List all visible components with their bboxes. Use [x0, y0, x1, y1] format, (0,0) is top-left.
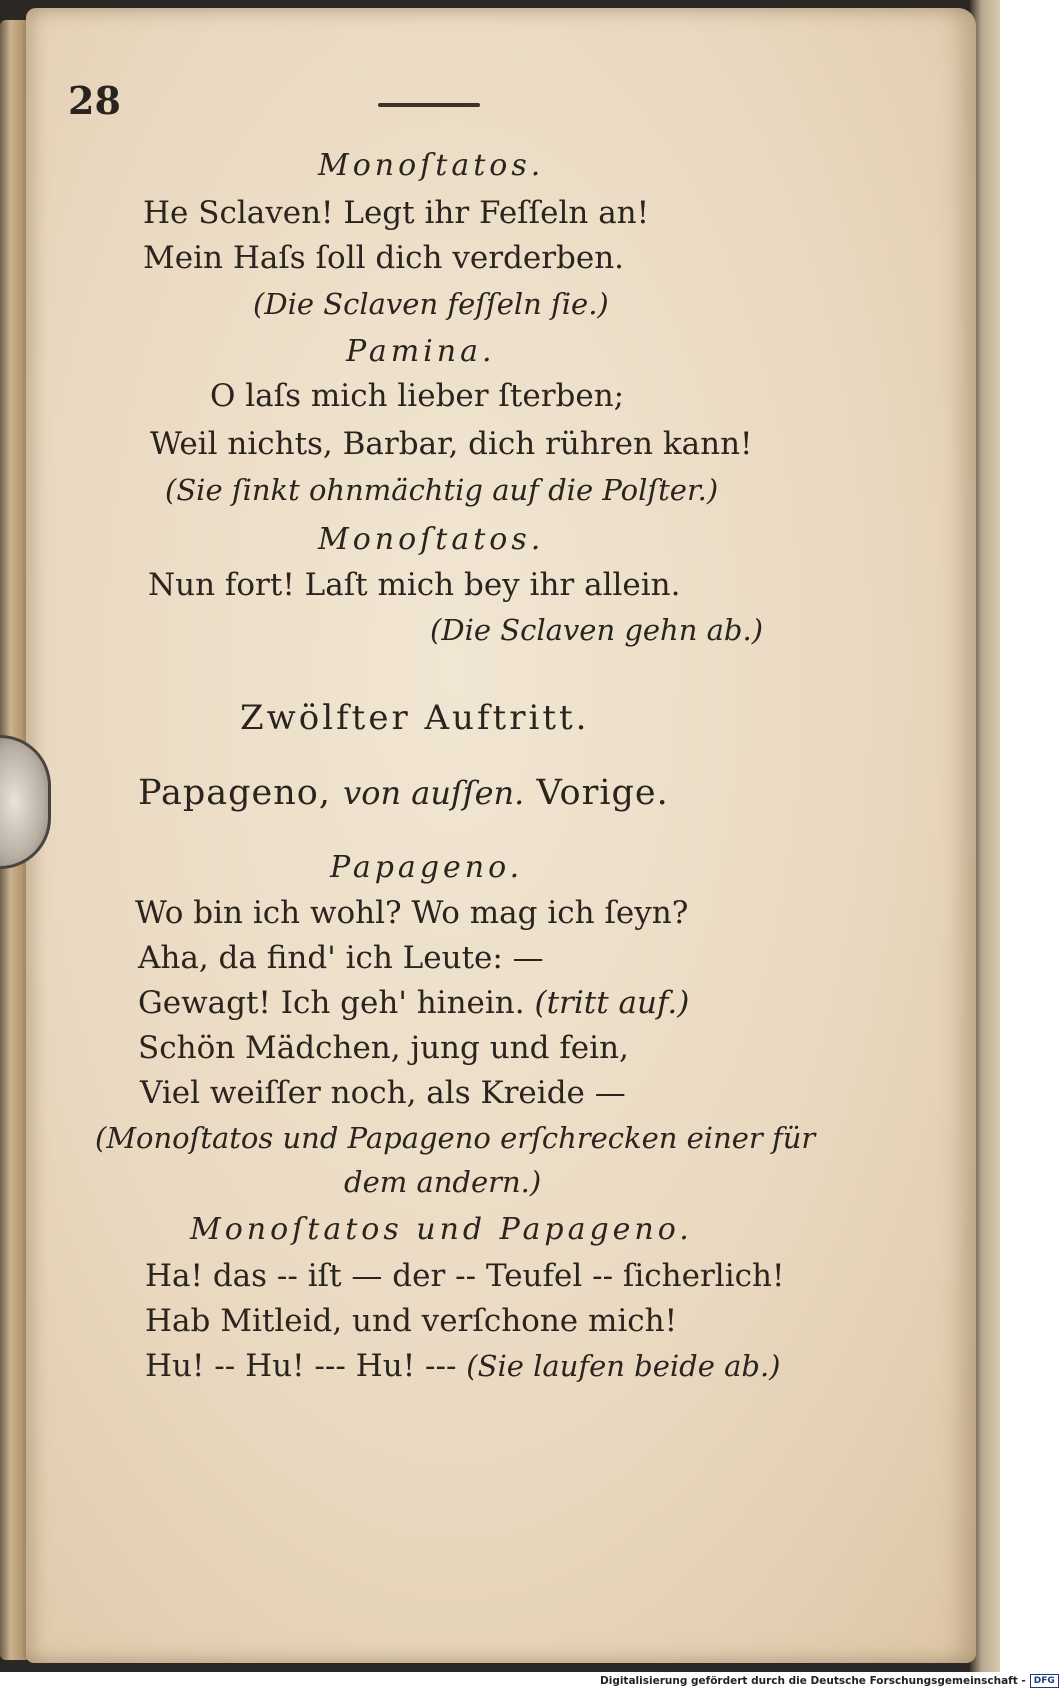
stage-direction: (Sie laufen beide ab.)	[466, 1349, 781, 1383]
digitization-footer	[600, 1673, 1059, 1690]
stage-direction: (Die Sclaven gehn ab.)	[430, 613, 764, 647]
verse-text: Gewagt! Ich geh' hinein.	[138, 985, 535, 1021]
stage-direction: (tritt auf.)	[534, 985, 690, 1021]
dfg-logo: DFG	[1030, 1674, 1059, 1688]
stage-direction: dem andern.)	[344, 1165, 542, 1199]
footer-text: Digitalisierung gefördert durch die Deutsche Forschungsgemeinschaft -	[600, 1675, 1026, 1687]
verse-line-with-direction	[138, 985, 689, 1021]
header-rule	[378, 103, 480, 107]
verse-line: Nun fort! Laſt mich bey ihr allein.	[148, 567, 681, 603]
speaker-pamina: Pamina.	[346, 334, 496, 369]
verse-line: Hab Mitleid, und verſchone mich!	[145, 1303, 678, 1339]
speaker-papageno: Papageno.	[330, 850, 524, 885]
verse-line: Aha, da find' ich Leute: —	[138, 940, 544, 976]
stage-direction: (Monoſtatos und Papageno erſchrecken einer für	[95, 1121, 816, 1155]
character-note: von auſſen.	[343, 774, 525, 812]
verse-line: He Sclaven! Legt ihr Feſſeln an!	[143, 195, 650, 231]
verse-line: O laſs mich lieber ſterben;	[210, 378, 625, 414]
stage-direction: (Die Sclaven feſſeln ſie.)	[253, 287, 609, 321]
character-name: Papageno,	[138, 773, 344, 813]
verse-line: Weil nichts, Barbar, dich rühren kann!	[150, 426, 753, 462]
scene-heading: Zwölfter Auftritt.	[240, 698, 590, 738]
verse-line: Viel weiſſer noch, als Kreide —	[140, 1075, 626, 1111]
stage-direction: (Sie ſinkt ohnmächtig auf die Polſter.)	[165, 473, 719, 507]
verse-line-with-direction	[145, 1348, 781, 1384]
speaker-monostatos: Monoſtatos.	[318, 148, 545, 183]
verse-text: Hu! -- Hu! --- Hu! ---	[145, 1348, 467, 1384]
speaker-monostatos: Monoſtatos.	[318, 522, 545, 557]
speaker-monostatos-papageno: Monoſtatos und Papageno.	[190, 1212, 693, 1247]
page-number: 28	[68, 78, 121, 123]
verse-line: Mein Haſs ſoll dich verderben.	[143, 240, 625, 276]
scene-characters	[138, 775, 669, 811]
verse-line: Wo bin ich wohl? Wo mag ich ſeyn?	[135, 895, 689, 931]
character-others: Vorige.	[524, 773, 669, 813]
verse-line: Ha! das -- iſt — der -- Teufel -- ſicherlich!	[145, 1258, 785, 1294]
verse-line: Schön Mädchen, jung und fein,	[138, 1030, 629, 1066]
